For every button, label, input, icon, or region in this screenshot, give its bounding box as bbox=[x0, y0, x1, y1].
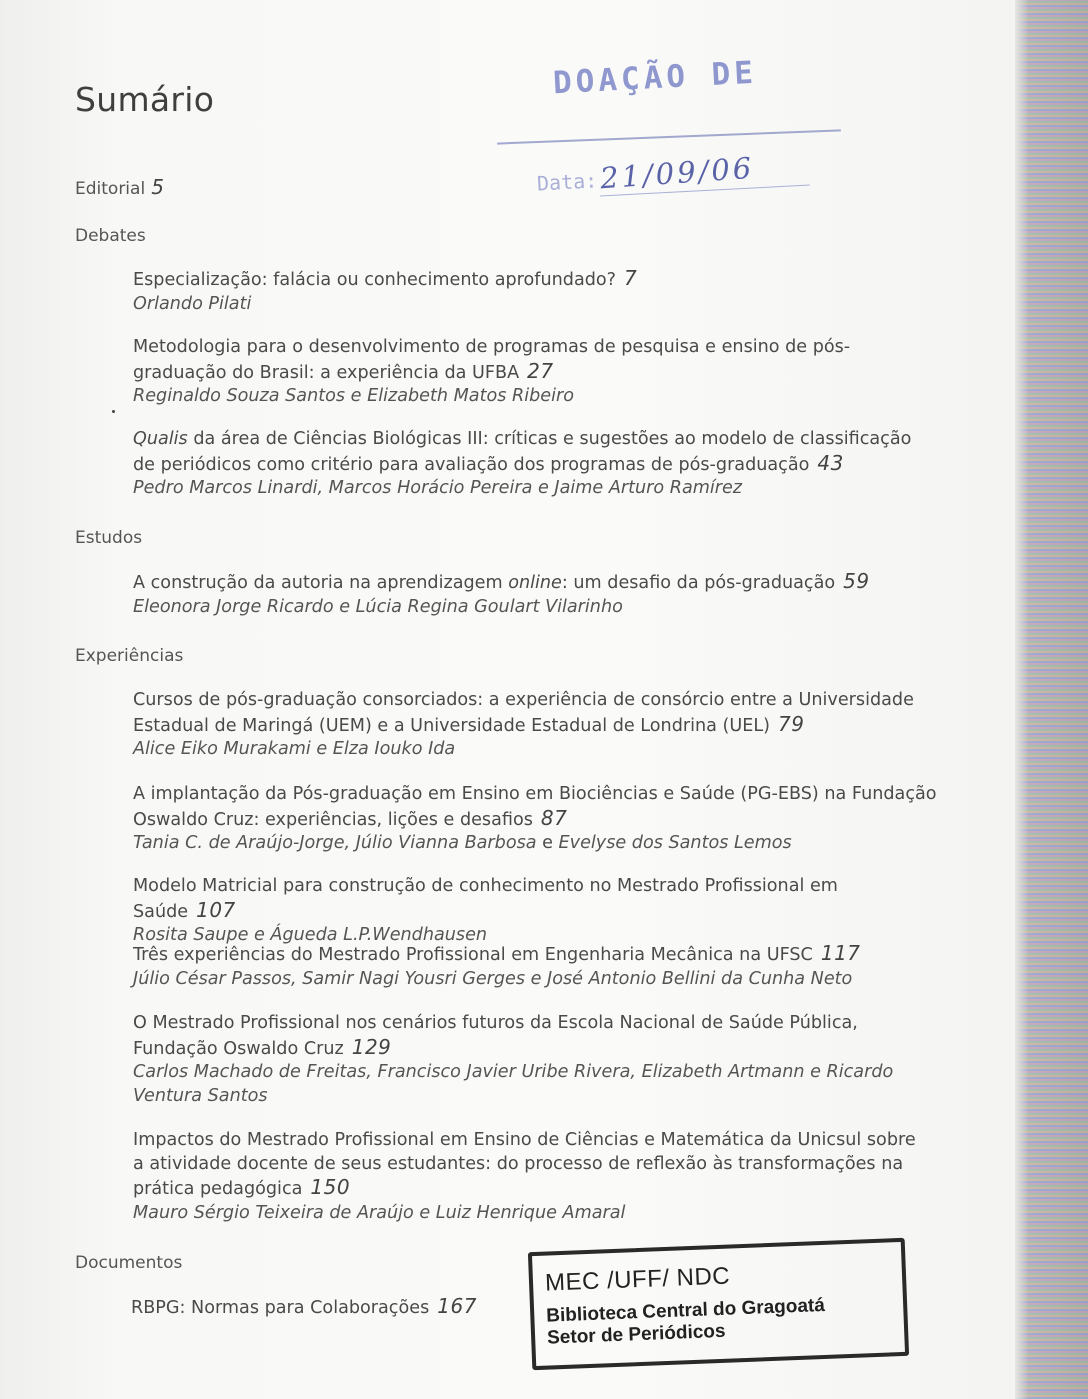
entry-authors: Tania C. de Araújo-Jorge, Júlio Vianna Barbosa bbox=[133, 833, 537, 853]
toc-entry bbox=[133, 783, 938, 856]
donation-stamp: DOAÇÃO DE bbox=[552, 54, 758, 102]
toc-entry bbox=[133, 267, 938, 316]
entry-title: O Mestrado Profissional nos cenários futuros da Escola Nacional de Saúde Pública, Fundação Oswaldo Cruz bbox=[133, 1013, 858, 1059]
entry-title-italic: online bbox=[508, 573, 562, 593]
entry-authors: Carlos Machado de Freitas, Francisco Javier Uribe Rivera, Elizabeth Artmann e Ricardo Ventura Santos bbox=[133, 1062, 894, 1106]
toc-entry bbox=[133, 336, 938, 409]
entry-authors: Alice Eiko Murakami e Elza Iouko Ida bbox=[133, 739, 456, 759]
entry-page: 27 bbox=[527, 358, 554, 383]
toc-entry bbox=[133, 428, 938, 501]
stamp-date-label: Data: bbox=[536, 168, 598, 196]
toc-entry bbox=[133, 942, 938, 991]
stray-mark bbox=[112, 410, 115, 413]
entry-title: Três experiências do Mestrado Profissional em Engenharia Mecânica na UFSC bbox=[133, 945, 813, 965]
entry-authors: Orlando Pilati bbox=[133, 293, 252, 314]
toc-entry bbox=[133, 689, 938, 762]
entry-page: 167 bbox=[437, 1294, 477, 1318]
entry-authors: Evelyse dos Santos Lemos bbox=[558, 833, 792, 853]
entry-page: 150 bbox=[310, 1175, 351, 1199]
section-experiencias: Experiências bbox=[75, 646, 184, 666]
library-stamp-line3: Setor de Periódicos bbox=[546, 1320, 726, 1349]
library-stamp-line2: Biblioteca Central do Gragoatá bbox=[545, 1294, 826, 1327]
entry-title: A construção da autoria na aprendizagem bbox=[133, 573, 503, 593]
entry-page: 107 bbox=[196, 897, 236, 922]
section-documentos: Documentos bbox=[75, 1253, 183, 1273]
library-stamp-line1: MEC /UFF/ NDC bbox=[544, 1262, 731, 1297]
editorial-entry bbox=[75, 175, 164, 199]
section-estudos: Estudos bbox=[75, 528, 143, 548]
entry-title: Modelo Matricial para construção de conhecimento no Mestrado Profissional em Saúde bbox=[133, 876, 838, 922]
entry-page: 43 bbox=[817, 450, 844, 475]
entry-title: Metodologia para o desenvolvimento de programas de pesquisa e ensino de pós-graduação do Brasil: a experiência da UFBA bbox=[133, 337, 851, 383]
toc-entry bbox=[133, 570, 938, 619]
entry-authors: Pedro Marcos Linardi, Marcos Horácio Pereira e Jaime Arturo Ramírez bbox=[133, 478, 743, 498]
page-edge bbox=[1015, 0, 1088, 1399]
entry-authors: Reginaldo Souza Santos e Elizabeth Matos Ribeiro bbox=[133, 386, 574, 406]
entry-title-rest: : um desafio da pós-graduação bbox=[561, 573, 836, 593]
entry-title: RBPG: Normas para Colaborações bbox=[131, 1298, 430, 1318]
entry-page: 117 bbox=[820, 941, 861, 965]
page-title: Sumário bbox=[75, 80, 215, 119]
stamp-date-handwritten: 21/09/06 bbox=[599, 150, 756, 196]
editorial-page: 5 bbox=[151, 175, 164, 199]
entry-title-italic: Qualis bbox=[133, 429, 188, 449]
entry-authors: Júlio César Passos, Samir Nagi Yousri Gerges e José Antonio Bellini da Cunha Neto bbox=[133, 968, 853, 989]
entry-page: 129 bbox=[351, 1034, 392, 1059]
entry-title: Cursos de pós-graduação consorciados: a experiência de consórcio entre a Universidade Estadual de Maringá (UEM) e a Universidade Estadual de Londrina (UEL) bbox=[133, 690, 914, 736]
toc-entry bbox=[133, 1129, 923, 1225]
editorial-label: Editorial bbox=[75, 179, 146, 199]
section-debates: Debates bbox=[75, 226, 146, 246]
entry-page: 87 bbox=[540, 805, 568, 830]
toc-entry bbox=[133, 1012, 938, 1108]
entry-page: 59 bbox=[843, 569, 870, 593]
entry-page: 7 bbox=[624, 266, 638, 290]
library-stamp bbox=[528, 1238, 909, 1370]
entry-authors: Eleonora Jorge Ricardo e Lúcia Regina Goulart Vilarinho bbox=[133, 596, 623, 617]
entry-authors: Mauro Sérgio Teixeira de Araújo e Luiz Henrique Amaral bbox=[133, 1202, 626, 1223]
entry-page: 79 bbox=[778, 711, 805, 736]
entry-title: A implantação da Pós-graduação em Ensino em Biociências e Saúde (PG-EBS) na Fundação Oswaldo Cruz: experiências, lições e desafios bbox=[133, 784, 937, 830]
entry-title: Impactos do Mestrado Profissional em Ensino de Ciências e Matemática da Unicsul sobre a atividade docente de seus estudantes: do processo de reflexão às transformações na prática pedagógica bbox=[133, 1130, 916, 1199]
entry-title: Especialização: falácia ou conhecimento aprofundado? bbox=[133, 270, 617, 290]
toc-entry bbox=[133, 875, 938, 948]
entry-authors: Rosita Saupe e Águeda L.P.Wendhausen bbox=[133, 925, 488, 945]
entry-authors-join: e bbox=[542, 833, 553, 853]
entry-title: da área de Ciências Biológicas III: críticas e sugestões ao modelo de classificação de periódicos como critério para avaliação dos programas de pós-graduação bbox=[133, 429, 912, 475]
